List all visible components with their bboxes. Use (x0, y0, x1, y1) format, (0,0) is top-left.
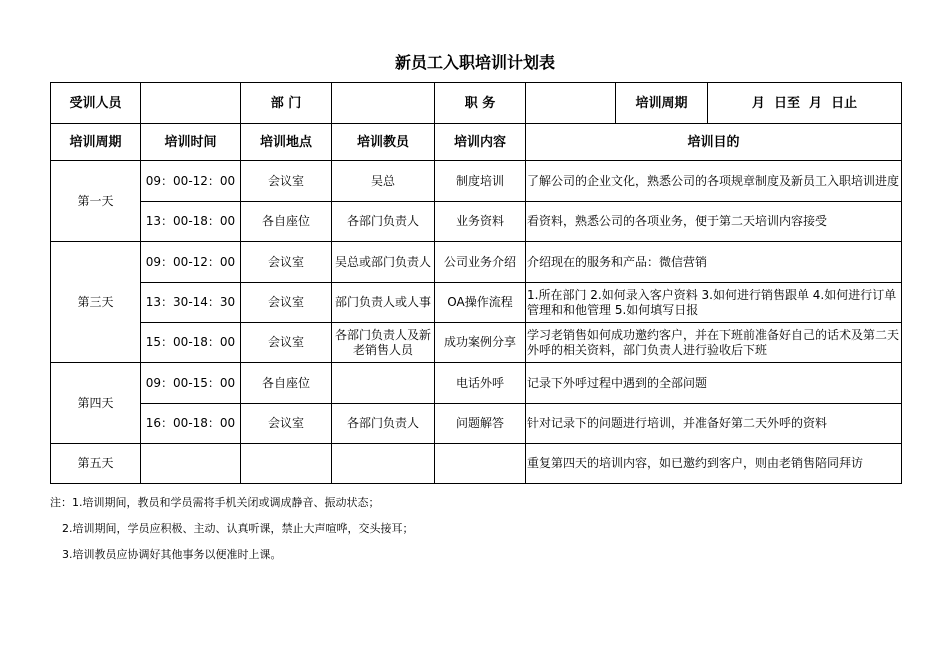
time-cell: 13：30-14：30 (141, 283, 241, 323)
day-cell: 第四天 (51, 363, 141, 444)
note-2: 2.培训期间，学员应积极、主动、认真听课，禁止大声喧哗，交头接耳； (62, 522, 414, 535)
time-cell (141, 444, 241, 484)
trainer-cell: 吴总 (332, 161, 435, 202)
trainer-cell: 各部门负责人及新老销售人员 (332, 323, 435, 363)
time-cell: 09：00-15：00 (141, 363, 241, 404)
content-cell: 制度培训 (435, 161, 526, 202)
note-1: 注：1.培训期间，教员和学员需将手机关闭或调成静音、振动状态； (50, 496, 380, 509)
table-row (51, 444, 902, 484)
place-cell: 会议室 (241, 161, 332, 202)
content-cell: OA操作流程 (435, 283, 526, 323)
col-header-time: 培训时间 (141, 124, 241, 161)
place-cell (241, 444, 332, 484)
position-label: 职 务 (435, 83, 526, 124)
trainer-cell: 各部门负责人 (332, 202, 435, 242)
content-cell: 问题解答 (435, 404, 526, 444)
purpose-cell: 针对记录下的问题进行培训，并准备好第二天外呼的资料 (526, 404, 902, 444)
col-header-period: 培训周期 (51, 124, 141, 161)
purpose-cell: 介绍现在的服务和产品：微信营销 (526, 242, 902, 283)
content-cell: 成功案例分享 (435, 323, 526, 363)
table-row (51, 323, 902, 363)
col-header-trainer: 培训教员 (332, 124, 435, 161)
note-3: 3.培训教员应协调好其他事务以便准时上课。 (62, 548, 282, 561)
place-cell: 各自座位 (241, 202, 332, 242)
day-cell: 第三天 (51, 242, 141, 363)
time-cell: 13：00-18：00 (141, 202, 241, 242)
trainer-cell (332, 363, 435, 404)
position-field[interactable] (526, 83, 616, 124)
purpose-cell: 1.所在部门 2.如何录入客户资料 3.如何进行销售跟单 4.如何进行订单管理和和他管理 5.如何填写日报 (526, 283, 902, 323)
header-row (51, 83, 902, 124)
col-header-purpose: 培训目的 (526, 124, 902, 161)
table-row (51, 283, 902, 323)
col-header-place: 培训地点 (241, 124, 332, 161)
place-cell: 会议室 (241, 323, 332, 363)
place-cell: 会议室 (241, 283, 332, 323)
trainee-label: 受训人员 (51, 83, 141, 124)
trainer-cell: 吴总或部门负责人 (332, 242, 435, 283)
place-cell: 会议室 (241, 242, 332, 283)
day-cell: 第五天 (51, 444, 141, 484)
trainer-cell: 部门负责人或人事 (332, 283, 435, 323)
purpose-cell: 学习老销售如何成功邀约客户，并在下班前准备好自己的话术及第二天外呼的相关资料，部门负责人进行验收后下班 (526, 323, 902, 363)
purpose-cell: 重复第四天的培训内容，如已邀约到客户，则由老销售陪同拜访 (526, 444, 902, 484)
notes-section (50, 490, 414, 568)
place-cell: 会议室 (241, 404, 332, 444)
dept-label: 部 门 (241, 83, 332, 124)
purpose-cell: 记录下外呼过程中遇到的全部问题 (526, 363, 902, 404)
trainee-field[interactable] (141, 83, 241, 124)
purpose-cell: 看资料，熟悉公司的各项业务，便于第二天培训内容接受 (526, 202, 902, 242)
content-cell (435, 444, 526, 484)
period-label: 培训周期 (616, 83, 708, 124)
table-row (51, 242, 902, 283)
time-cell: 15：00-18：00 (141, 323, 241, 363)
time-cell: 09：00-12：00 (141, 161, 241, 202)
time-cell: 09：00-12：00 (141, 242, 241, 283)
trainer-cell: 各部门负责人 (332, 404, 435, 444)
content-cell: 业务资料 (435, 202, 526, 242)
table-row (51, 363, 902, 404)
trainer-cell (332, 444, 435, 484)
time-cell: 16：00-18：00 (141, 404, 241, 444)
table-row (51, 161, 902, 202)
place-cell: 各自座位 (241, 363, 332, 404)
content-cell: 电话外呼 (435, 363, 526, 404)
training-plan-table (50, 82, 902, 484)
column-header-row (51, 124, 902, 161)
page-title: 新员工入职培训计划表 (394, 53, 555, 72)
day-cell: 第一天 (51, 161, 141, 242)
period-value: 月 日至 月 日止 (708, 83, 902, 124)
table-row (51, 202, 902, 242)
table-row (51, 404, 902, 444)
content-cell: 公司业务介绍 (435, 242, 526, 283)
dept-field[interactable] (332, 83, 435, 124)
col-header-content: 培训内容 (435, 124, 526, 161)
purpose-cell: 了解公司的企业文化，熟悉公司的各项规章制度及新员工入职培训进度 (526, 161, 902, 202)
